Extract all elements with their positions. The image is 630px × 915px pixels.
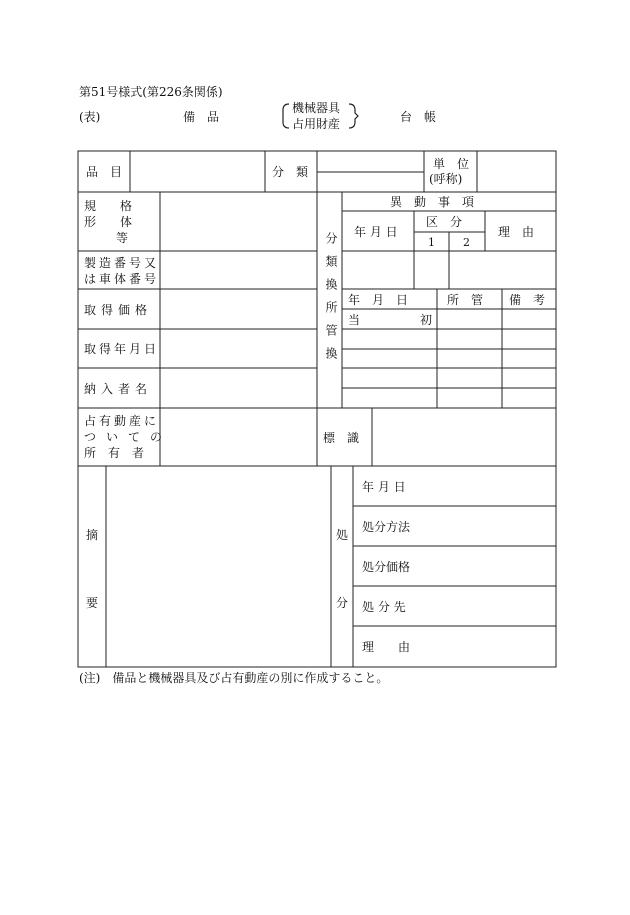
disposal-reason-label: 理 由 — [362, 640, 411, 654]
item-label: 品 目 — [86, 165, 123, 179]
spec-label-3: 等 — [116, 231, 129, 245]
ym-day-label: 年 月 日 — [348, 293, 409, 307]
remarks-label: 備 考 — [509, 293, 546, 307]
disposal-date-label: 年 月 日 — [362, 480, 406, 494]
tag-label: 標 識 — [323, 431, 360, 445]
summary-label-2: 要 — [86, 596, 99, 610]
serial-label-2: は車体番号 — [84, 272, 160, 286]
classification-label: 分 類 — [272, 165, 309, 179]
summary-label-1: 摘 — [86, 528, 99, 542]
form-number: 第51号様式(第226条関係) — [79, 85, 223, 99]
disposal-label-2: 分 — [336, 596, 349, 610]
spec-label-2: 形 体 — [84, 215, 133, 229]
division-2: 2 — [463, 236, 470, 249]
spec-label-1: 規 格 — [84, 199, 133, 213]
disposal-label-1: 処 — [336, 528, 349, 542]
side-label: (表) — [79, 110, 101, 124]
division-label: 区 分 — [426, 215, 463, 229]
change-date-label: 年 月 日 — [354, 225, 398, 239]
owner-label-2: ついての — [84, 430, 173, 444]
bracket-top-label: 機械器具 — [292, 101, 341, 115]
price-label: 取得価格 — [84, 303, 153, 317]
disposal-method-label: 処分方法 — [362, 520, 411, 534]
disposal-price-label: 処分価格 — [362, 560, 411, 574]
owner-label-1: 占有動産に — [84, 414, 160, 428]
disposal-to-label: 処 分 先 — [362, 600, 406, 614]
date-acquired-label: 取得年月日 — [84, 342, 160, 356]
title-left: 備 品 — [183, 110, 220, 124]
bracket-bottom-label: 占用財産 — [292, 117, 341, 131]
supplier-label: 納入者名 — [84, 382, 153, 396]
reclass-vertical-label: 分類換所管換 — [324, 232, 338, 370]
unit-sub-label: (呼称) — [429, 172, 463, 186]
unit-label: 単 位 — [433, 157, 470, 171]
jurisdiction-label: 所 管 — [447, 293, 484, 307]
division-1: 1 — [428, 236, 435, 249]
owner-label-3: 所 有 者 — [84, 446, 145, 460]
serial-label-1: 製造番号又 — [84, 256, 160, 270]
initial-label-2: 初 — [420, 313, 433, 327]
change-header: 異 動 事 項 — [390, 195, 475, 209]
footnote: (注) 備品と機械器具及び占有動産の別に作成すること。 — [79, 671, 389, 685]
initial-label-1: 当 — [348, 313, 361, 327]
title-right: 台 帳 — [400, 110, 437, 124]
reason-label: 理 由 — [498, 225, 535, 239]
